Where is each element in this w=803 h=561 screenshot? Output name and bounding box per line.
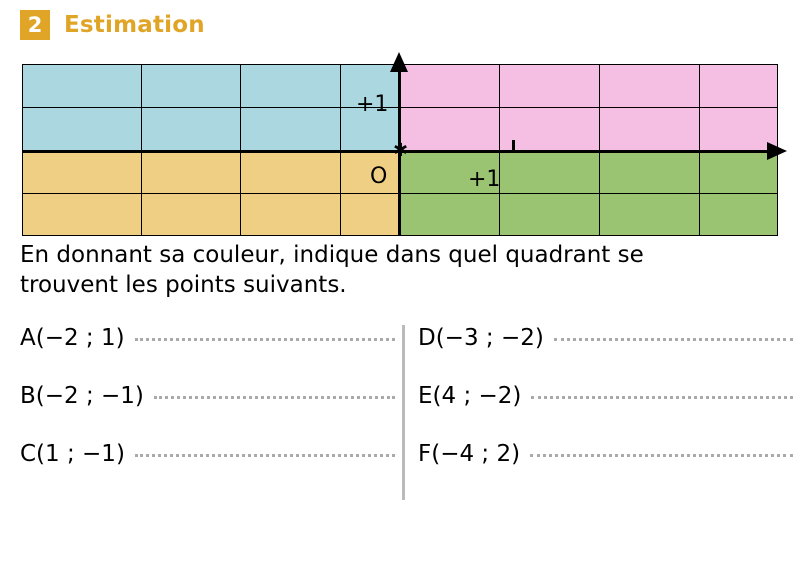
x-axis-arrow-icon <box>767 142 787 160</box>
exercise-number-badge: 2 <box>20 10 50 40</box>
answer-blank-a[interactable] <box>135 337 395 341</box>
answers-section <box>20 325 790 500</box>
y-axis-arrow-icon <box>390 52 408 72</box>
answers-left-column <box>20 325 395 499</box>
exercise-header <box>20 10 205 40</box>
point-label-e: E(4 ; −2) <box>418 383 522 409</box>
point-label-b: B(−2 ; −1) <box>20 383 144 409</box>
answer-blank-b[interactable] <box>154 395 395 399</box>
y-unit-label: +1 <box>356 92 389 117</box>
answer-blank-e[interactable] <box>531 395 793 399</box>
answer-row <box>20 441 395 499</box>
point-label-d: D(−3 ; −2) <box>418 325 544 351</box>
point-label-f: F(−4 ; 2) <box>418 441 521 467</box>
point-label-a: A(−2 ; 1) <box>20 325 125 351</box>
instruction-text: En donnant sa couleur, indique dans quel quadrant se trouvent les points suivants. <box>20 242 644 298</box>
answer-blank-d[interactable] <box>554 337 793 341</box>
page-title: Estimation <box>64 12 205 38</box>
origin-tick-icon: ✱ <box>393 140 409 161</box>
answer-row <box>20 383 395 441</box>
column-divider <box>402 325 405 500</box>
coordinate-plane-figure <box>22 64 778 236</box>
answer-row <box>418 383 793 441</box>
answer-row <box>418 441 793 499</box>
answer-blank-f[interactable] <box>530 453 793 457</box>
x-unit-label: +1 <box>468 167 501 192</box>
answer-row <box>20 325 395 383</box>
answer-row <box>418 325 793 383</box>
x-axis-tick <box>512 140 515 152</box>
origin-label: O <box>370 164 388 189</box>
answer-blank-c[interactable] <box>135 453 395 457</box>
point-label-c: C(1 ; −1) <box>20 441 125 467</box>
answers-right-column <box>418 325 793 499</box>
